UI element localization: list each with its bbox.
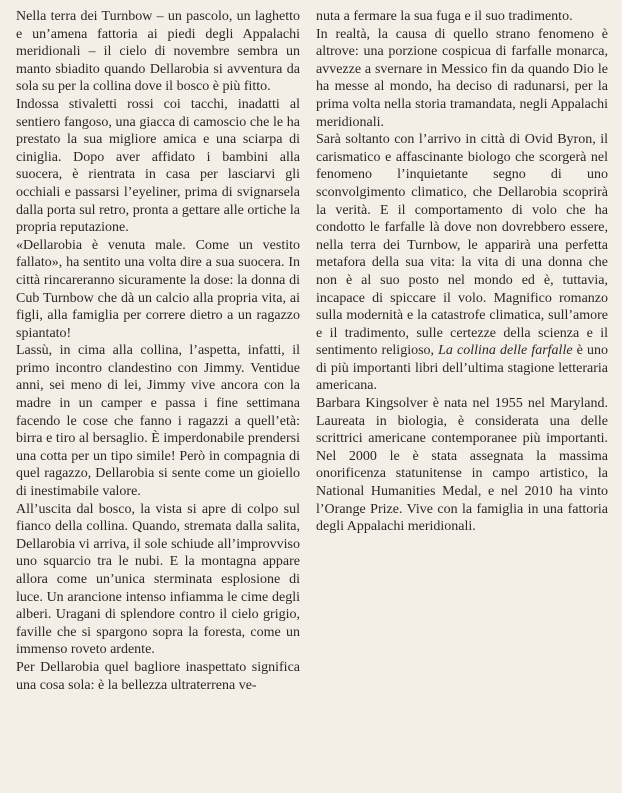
text-run: Sarà soltanto con l’arrivo in città di Ovid Byron, il carismatico e affascinante biologo che scorgerà nel fenomeno l’inquietante segno di uno sconvolgimento climatico, che Dellarobia scoprirà la verità. E il comportamento di volo che ha condotto le farfalle là dove non dovrebbero essere, nella terra dei Turnbow, le apparirà una perfetta metafora della sua vita: la vita di una donna che non è al suo posto nel mondo ed è, tuttavia, incapace di spiccare il volo. Magnifico romanzo sulla modernità e la catastrofe climatica, sull’amore e il tradimento, sulle certezze della scienza e il sentimento religioso,: [316, 132, 608, 359]
book-title: La collina delle farfalle: [438, 343, 573, 359]
paragraph: All’uscita dal bosco, la vista si apre di colpo sul fianco della collina. Quando, stremata dalla salita, Dellarobia vi arriva, il sole schiude all’improvviso uno squarcio tra le nubi. E la montagna appare allora come un’unica sterminata esplosione di luce. Un arancione intenso infiamma le cime degli alberi. Uragani di splendore contro il cielo grigio, faville che si spargono sopra la foresta, come un immenso roveto ardente.: [16, 501, 300, 658]
paragraph: Indossa stivaletti rossi coi tacchi, inadatti al sentiero fangoso, una giacca di camoscio che le ha prestato la sua migliore amica e una sciarpa di ciniglia. Dopo aver affidato i bambini alla suocera, è rientrata in casa per lasciarvi gli occhiali e passarsi l’eyeliner, prima di svignarsela dalla porta sul retro, pronta a gettare alle ortiche la propria reputazione.: [16, 96, 300, 236]
author-bio: Barbara Kingsolver è nata nel 1955 nel Maryland. Laureata in biologia, è considerata una delle scrittrici americane contemporanee più importanti. Nel 2000 le è stata assegnata la massima onorificenza statunitense in campo artistico, la National Humanities Medal, e nel 2010 ha vinto l’Orange Prize. Vive con la famiglia in una fattoria degli Appalachi meridionali.: [316, 396, 608, 535]
right-column: [316, 8, 608, 536]
paragraph: Per Dellarobia quel bagliore inaspettato significa una cosa sola: è la bellezza ultraterrena ve-: [16, 659, 300, 693]
text-run: è uno di più importanti libri dell’ultima stagione letteraria americana.: [316, 343, 608, 394]
paragraph: Nella terra dei Turnbow – un pascolo, un laghetto e un’amena fattoria ai piedi degli Appalachi meridionali – il cielo di novembre sembra un manto sbiadito quando Dellarobia si avventura da sola su per la collina dove il bosco è più fitto.: [16, 9, 300, 95]
left-column: [16, 8, 300, 694]
paragraph: nuta a fermare la sua fuga e il suo tradimento.: [316, 9, 573, 24]
paragraph: Lassù, in cima alla collina, l’aspetta, infatti, il primo incontro clandestino con Jimmy. Ventidue anni, sei meno di lei, Jimmy vive ancora con la madre in un camper e passa i fine settimana facendo le cose che fanno i ragazzi a quell’età: birra e tiro al bersaglio. È imperdonabile prendersi una cotta per un tipo simile! Però in compagnia di quel ragazzo, Dellarobia si sente come un gioiello di inestimabile valore.: [16, 343, 300, 500]
paragraph: In realtà, la causa di quello strano fenomeno è altrove: una porzione cospicua di farfalle monarca, avvezze a svernare in Messico fin da quando Dio le ha messe al mondo, ha deciso di radunarsi, per la prima volta nella storia tramandata, negli Appalachi meridionali.: [316, 26, 608, 130]
paragraph: «Dellarobia è venuta male. Come un vestito fallato», ha sentito una volta dire a sua suocera. In città rincareranno sicuramente la dose: la donna di Cub Turnbow che dà un calcio alla propria vita, ai figli, alla famiglia per correre dietro a un ragazzo spiantato!: [16, 237, 300, 341]
paragraph: [316, 131, 608, 395]
